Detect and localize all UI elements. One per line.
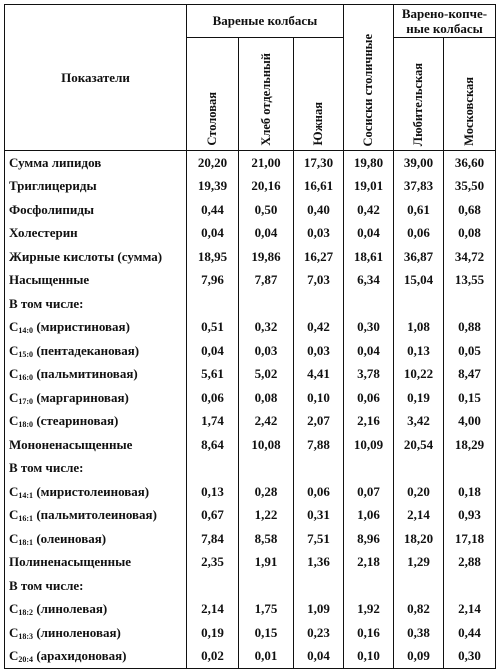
row-label — [5, 621, 187, 645]
table-cell: 0,31 — [294, 504, 344, 528]
acid-symbol: C — [9, 389, 19, 405]
table-cell: 0,10 — [294, 386, 344, 410]
row-label — [5, 386, 187, 410]
table-cell — [239, 457, 294, 481]
table-row — [5, 574, 496, 598]
table-cell: 2,07 — [294, 410, 344, 434]
row-label — [5, 504, 187, 528]
table-cell: 17,18 — [444, 527, 496, 551]
table-cell: 10,09 — [344, 433, 394, 457]
table-cell — [344, 292, 394, 316]
table-cell: 2,14 — [187, 598, 239, 622]
table-row — [5, 480, 496, 504]
table-cell: 7,96 — [187, 269, 239, 293]
header-col-6 — [444, 38, 496, 151]
table-cell: 0,08 — [239, 386, 294, 410]
table-cell: 0,08 — [444, 222, 496, 246]
table-cell — [444, 292, 496, 316]
table-cell: 0,88 — [444, 316, 496, 340]
header-col-1-label: Столовая — [205, 92, 219, 146]
table-cell: 0,28 — [239, 480, 294, 504]
acid-subscript: 15:0 — [18, 349, 34, 359]
table-cell: 0,38 — [394, 621, 444, 645]
table-cell: 35,50 — [444, 175, 496, 199]
table-cell: 36,60 — [444, 151, 496, 175]
table-cell — [344, 574, 394, 598]
table-row — [5, 504, 496, 528]
table-cell: 16,61 — [294, 175, 344, 199]
table-cell: 4,41 — [294, 363, 344, 387]
table-cell: 0,82 — [394, 598, 444, 622]
table-row — [5, 621, 496, 645]
table-cell: 3,78 — [344, 363, 394, 387]
table-cell: 0,30 — [444, 645, 496, 669]
table-cell: 0,42 — [294, 316, 344, 340]
row-label: Сумма липидов — [5, 151, 187, 175]
acid-subscript: 18:3 — [18, 631, 34, 641]
table-cell: 0,10 — [344, 645, 394, 669]
table-row — [5, 386, 496, 410]
table-cell — [187, 574, 239, 598]
table-cell: 0,51 — [187, 316, 239, 340]
table-cell: 6,34 — [344, 269, 394, 293]
table-cell: 1,08 — [394, 316, 444, 340]
acid-name: (пальмитиновая) — [36, 366, 138, 382]
header-col-6-label: Московская — [462, 77, 476, 146]
row-label — [5, 410, 187, 434]
table-cell: 0,06 — [344, 386, 394, 410]
table-row — [5, 339, 496, 363]
row-label: В том числе: — [5, 457, 187, 481]
table-row — [5, 292, 496, 316]
row-label — [5, 645, 187, 669]
table-cell: 0,06 — [294, 480, 344, 504]
table-cell: 3,42 — [394, 410, 444, 434]
table-cell: 0,44 — [444, 621, 496, 645]
table-body — [5, 151, 496, 669]
header-col-3 — [294, 38, 344, 151]
table-cell: 0,07 — [344, 480, 394, 504]
table-cell: 0,50 — [239, 198, 294, 222]
header-group-boiled: Вареные колбасы — [187, 5, 344, 38]
table-row — [5, 269, 496, 293]
header-group-smoked-label: Варено-копче-ные колбасы — [401, 5, 488, 36]
table-cell: 0,02 — [187, 645, 239, 669]
table-row — [5, 198, 496, 222]
header-indicator: Показатели — [5, 5, 187, 151]
acid-symbol: C — [9, 648, 19, 664]
table-cell — [294, 457, 344, 481]
table-cell: 0,19 — [187, 621, 239, 645]
table-cell: 19,80 — [344, 151, 394, 175]
row-label: Насыщенные — [5, 269, 187, 293]
table-cell: 0,20 — [394, 480, 444, 504]
table-row — [5, 645, 496, 669]
table-cell: 2,14 — [394, 504, 444, 528]
table-cell: 5,02 — [239, 363, 294, 387]
table-cell: 20,16 — [239, 175, 294, 199]
table-cell: 0,05 — [444, 339, 496, 363]
table-cell: 0,19 — [394, 386, 444, 410]
table-cell: 18,61 — [344, 245, 394, 269]
table-cell: 0,42 — [344, 198, 394, 222]
table-cell: 0,13 — [187, 480, 239, 504]
table-cell: 0,23 — [294, 621, 344, 645]
acid-name: (миристолеиновая) — [36, 483, 150, 499]
acid-subscript: 18:0 — [18, 420, 34, 430]
table-row — [5, 175, 496, 199]
table-cell: 1,75 — [239, 598, 294, 622]
table-cell: 16,27 — [294, 245, 344, 269]
row-label — [5, 363, 187, 387]
header-col-3-label: Южная — [311, 102, 325, 146]
table-cell: 1,09 — [294, 598, 344, 622]
table-cell: 10,22 — [394, 363, 444, 387]
acid-symbol: C — [9, 601, 19, 617]
table-cell: 0,15 — [239, 621, 294, 645]
table-cell: 0,32 — [239, 316, 294, 340]
table-cell: 0,04 — [344, 222, 394, 246]
table-row — [5, 527, 496, 551]
table-cell: 1,22 — [239, 504, 294, 528]
acid-name: (олеиновая) — [36, 530, 107, 546]
table-row — [5, 410, 496, 434]
table-cell: 19,86 — [239, 245, 294, 269]
table-cell — [444, 574, 496, 598]
table-row — [5, 598, 496, 622]
table-cell: 0,04 — [187, 222, 239, 246]
acid-name: (пальмитолеиновая) — [36, 507, 157, 523]
acid-name: (стеариновая) — [36, 413, 119, 429]
table-cell: 7,88 — [294, 433, 344, 457]
acid-subscript: 16:0 — [18, 373, 34, 383]
table-cell: 0,04 — [187, 339, 239, 363]
table-cell: 7,03 — [294, 269, 344, 293]
table-cell: 2,42 — [239, 410, 294, 434]
acid-subscript: 14:1 — [18, 490, 34, 500]
header-col-2 — [239, 38, 294, 151]
table-cell: 18,29 — [444, 433, 496, 457]
table-cell: 19,39 — [187, 175, 239, 199]
table-cell: 0,04 — [344, 339, 394, 363]
acid-name: (пентадекановая) — [36, 342, 140, 358]
table-cell: 0,68 — [444, 198, 496, 222]
row-label: В том числе: — [5, 574, 187, 598]
acid-subscript: 18:2 — [18, 608, 34, 618]
table-cell: 36,87 — [394, 245, 444, 269]
table-cell: 0,61 — [394, 198, 444, 222]
table-cell — [294, 292, 344, 316]
table-cell: 4,00 — [444, 410, 496, 434]
table-row — [5, 245, 496, 269]
table-cell — [444, 457, 496, 481]
header-group-smoked — [394, 5, 496, 38]
table-cell: 0,40 — [294, 198, 344, 222]
table-cell: 1,36 — [294, 551, 344, 575]
table-cell: 0,04 — [239, 222, 294, 246]
table-cell: 5,61 — [187, 363, 239, 387]
table-cell: 10,08 — [239, 433, 294, 457]
acid-name: (миристиновая) — [36, 319, 130, 335]
header-col-4 — [344, 5, 394, 151]
table-cell: 7,51 — [294, 527, 344, 551]
table-cell: 0,18 — [444, 480, 496, 504]
table-cell: 0,15 — [444, 386, 496, 410]
acid-name: (линолевая) — [36, 601, 108, 617]
row-label — [5, 598, 187, 622]
header-col-1 — [187, 38, 239, 151]
table-cell — [394, 292, 444, 316]
table-cell: 0,13 — [394, 339, 444, 363]
header-col-5 — [394, 38, 444, 151]
table-row — [5, 433, 496, 457]
table-row — [5, 551, 496, 575]
table-cell: 8,58 — [239, 527, 294, 551]
table-cell: 0,03 — [294, 222, 344, 246]
table-cell: 0,93 — [444, 504, 496, 528]
row-label: В том числе: — [5, 292, 187, 316]
table-cell: 0,06 — [394, 222, 444, 246]
table-cell: 19,01 — [344, 175, 394, 199]
acid-subscript: 20:4 — [18, 655, 34, 665]
row-label: Мононенасыщенные — [5, 433, 187, 457]
acid-symbol: C — [9, 413, 19, 429]
table-cell — [239, 292, 294, 316]
acid-name: (маргариновая) — [36, 389, 129, 405]
table-cell — [394, 457, 444, 481]
acid-name: (линоленовая) — [36, 624, 121, 640]
table-cell: 34,72 — [444, 245, 496, 269]
table-cell: 0,16 — [344, 621, 394, 645]
row-label — [5, 316, 187, 340]
table-cell: 2,16 — [344, 410, 394, 434]
table-cell: 0,04 — [294, 645, 344, 669]
row-label — [5, 339, 187, 363]
table-cell: 0,67 — [187, 504, 239, 528]
table-cell: 2,88 — [444, 551, 496, 575]
table-cell: 0,30 — [344, 316, 394, 340]
header-col-5-label: Любительская — [411, 62, 425, 146]
acid-symbol: C — [9, 483, 19, 499]
table-cell: 18,95 — [187, 245, 239, 269]
table-cell: 1,29 — [394, 551, 444, 575]
table-cell: 15,04 — [394, 269, 444, 293]
table-cell: 13,55 — [444, 269, 496, 293]
table-cell: 1,06 — [344, 504, 394, 528]
table-cell: 0,44 — [187, 198, 239, 222]
table-cell: 20,54 — [394, 433, 444, 457]
acid-subscript: 14:0 — [18, 326, 34, 336]
lipid-composition-table — [4, 4, 496, 669]
table-cell: 37,83 — [394, 175, 444, 199]
table-cell: 0,06 — [187, 386, 239, 410]
row-label — [5, 527, 187, 551]
table-cell: 0,03 — [294, 339, 344, 363]
table-cell: 7,87 — [239, 269, 294, 293]
table-cell: 0,03 — [239, 339, 294, 363]
table-cell — [294, 574, 344, 598]
table-cell: 1,74 — [187, 410, 239, 434]
table-cell: 18,20 — [394, 527, 444, 551]
acid-symbol: C — [9, 366, 19, 382]
table-cell: 2,18 — [344, 551, 394, 575]
table-cell — [187, 292, 239, 316]
table-cell: 2,14 — [444, 598, 496, 622]
acid-name: (арахидоновая) — [36, 648, 127, 664]
table-cell: 8,47 — [444, 363, 496, 387]
table-cell: 21,00 — [239, 151, 294, 175]
acid-subscript: 17:0 — [18, 396, 34, 406]
table-cell: 2,35 — [187, 551, 239, 575]
table-cell — [239, 574, 294, 598]
table-cell: 1,91 — [239, 551, 294, 575]
table-cell — [344, 457, 394, 481]
acid-subscript: 16:1 — [18, 514, 34, 524]
table-cell: 17,30 — [294, 151, 344, 175]
table-cell — [187, 457, 239, 481]
table-cell — [394, 574, 444, 598]
row-label: Полиненасыщенные — [5, 551, 187, 575]
acid-subscript: 18:1 — [18, 537, 34, 547]
acid-symbol: C — [9, 530, 19, 546]
table-cell: 39,00 — [394, 151, 444, 175]
table-cell: 20,20 — [187, 151, 239, 175]
table-row — [5, 316, 496, 340]
header-col-4-label: Сосиски столичные — [361, 33, 375, 146]
acid-symbol: C — [9, 319, 19, 335]
row-label: Жирные кислоты (сумма) — [5, 245, 187, 269]
table-cell: 0,09 — [394, 645, 444, 669]
table-row — [5, 363, 496, 387]
acid-symbol: C — [9, 624, 19, 640]
row-label: Холестерин — [5, 222, 187, 246]
acid-symbol: C — [9, 507, 19, 523]
row-label: Триглицериды — [5, 175, 187, 199]
table-cell: 7,84 — [187, 527, 239, 551]
table-cell: 0,01 — [239, 645, 294, 669]
table-cell: 8,64 — [187, 433, 239, 457]
row-label: Фосфолипиды — [5, 198, 187, 222]
table-row — [5, 457, 496, 481]
header-col-2-label: Хлеб отдельный — [258, 53, 273, 146]
table-row — [5, 222, 496, 246]
table-cell: 8,96 — [344, 527, 394, 551]
table-cell: 1,92 — [344, 598, 394, 622]
row-label — [5, 480, 187, 504]
acid-symbol: C — [9, 342, 19, 358]
table-row — [5, 151, 496, 175]
